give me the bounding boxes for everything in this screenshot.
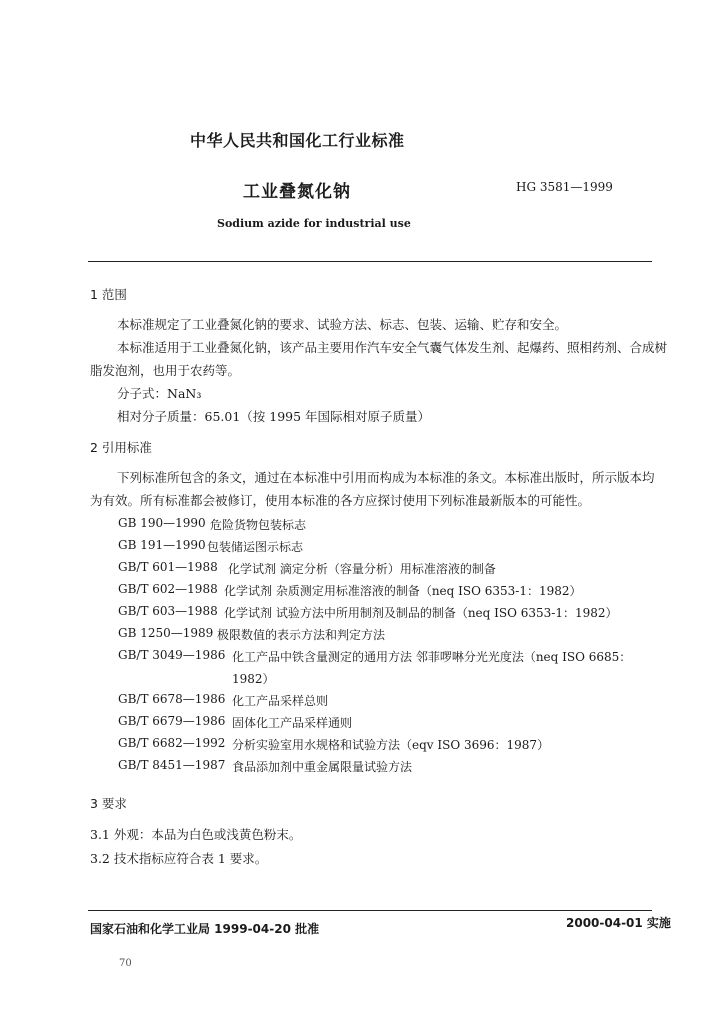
reference-code: GB/T 6679—1986: [118, 714, 226, 728]
scope-paragraph-1: 本标准规定了工业叠氮化钠的要求、试验方法、标志、包装、运输、贮存和安全。: [117, 317, 568, 332]
requirement-item: 3.1 外观：本品为白色或浅黄色粉末。: [90, 827, 302, 842]
reference-title: 化工产品中铁含量测定的通用方法 邻菲啰啉分光光度法（neq ISO 6685：: [232, 650, 632, 664]
reference-title: 化学试剂 试验方法中所用制剂及制品的制备（neq ISO 6353-1：1982）: [224, 606, 618, 620]
reference-title: 食品添加剂中重金属限量试验方法: [232, 760, 413, 774]
section-heading-references: 2 引用标准: [90, 440, 152, 455]
section-heading-scope: 1 范围: [90, 287, 127, 302]
reference-title: 固体化工产品采样通则: [232, 716, 353, 730]
reference-title: 化学试剂 滴定分析（容量分析）用标准溶液的制备: [228, 562, 496, 576]
document-title: 工业叠氮化钠: [243, 182, 351, 202]
reference-title: 包装储运图示标志: [207, 540, 304, 554]
requirement-item: 3.2 技术指标应符合表 1 要求。: [90, 851, 268, 866]
page-number: 70: [119, 958, 132, 969]
references-intro-line-2: 为有效。所有标准都会被修订，使用本标准的各方应探讨使用下列标准最新版本的可能性。: [90, 493, 591, 508]
reference-code: GB/T 602—1988: [118, 582, 218, 596]
reference-code: GB/T 603—1988: [118, 604, 218, 618]
implementation-date: 2000-04-01 实施: [566, 916, 671, 930]
reference-code: GB/T 6678—1986: [118, 692, 226, 706]
reference-code: GB 1250—1989: [118, 626, 214, 640]
english-title: Sodium azide for industrial use: [217, 217, 411, 230]
reference-code: GB/T 601—1988: [118, 560, 218, 574]
section-heading-requirements: 3 要求: [90, 796, 127, 811]
reference-code: GB/T 8451—1987: [118, 758, 226, 772]
molecular-formula: 分子式：NaN₃: [117, 386, 202, 401]
approval-note: 国家石油和化学工业局 1999-04-20 批准: [90, 922, 320, 936]
reference-title: 化工产品采样总则: [232, 694, 329, 708]
reference-code: GB 191—1990: [118, 538, 206, 552]
reference-code: GB 190—1990: [118, 516, 206, 530]
header-rule: [88, 261, 652, 262]
reference-title-continuation: 1982）: [232, 672, 275, 686]
molecular-mass: 相对分子质量：65.01（按 1995 年国际相对原子质量）: [117, 409, 431, 424]
reference-title: 化学试剂 杂质测定用标准溶液的制备（neq ISO 6353-1：1982）: [224, 584, 582, 598]
reference-title: 分析实验室用水规格和试验方法（eqv ISO 3696：1987）: [232, 738, 550, 752]
reference-title: 危险货物包装标志: [210, 518, 307, 532]
standard-number: HG 3581—1999: [516, 180, 613, 194]
footer-rule: [88, 910, 652, 911]
reference-title: 极限数值的表示方法和判定方法: [217, 628, 386, 642]
scope-paragraph-2-line-1: 本标准适用于工业叠氮化钠，该产品主要用作汽车安全气囊气体发生剂、起爆药、照相药剂、合成树: [117, 340, 668, 355]
scope-paragraph-2-line-2: 脂发泡剂，也用于农药等。: [90, 363, 241, 378]
issuing-authority: 中华人民共和国化工行业标准: [190, 131, 405, 150]
reference-code: GB/T 3049—1986: [118, 648, 226, 662]
reference-code: GB/T 6682—1992: [118, 736, 226, 750]
references-intro-line-1: 下列标准所包含的条文，通过在本标准中引用而构成为本标准的条文。本标准出版时，所示版本均: [117, 470, 655, 485]
